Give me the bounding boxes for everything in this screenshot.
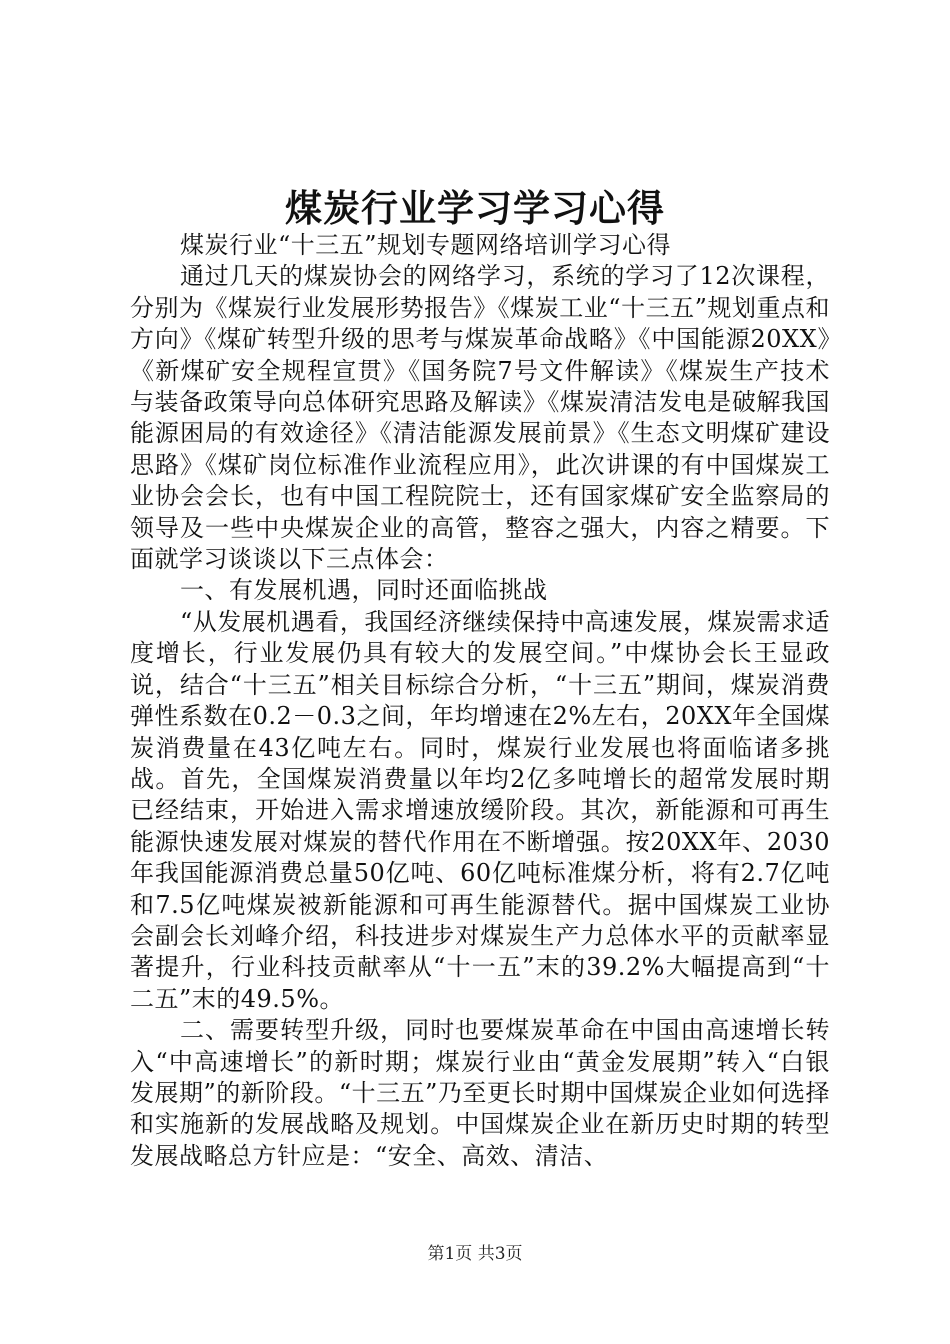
section-heading-2: 二、需要转型升级，同时也要煤炭革命在中国由高速增长转入“中高速增长”的新时期；煤炭行业由“黄金发展期”转入“白银发展期”的新阶段。“十三五”乃至更长时期中国煤炭企业如何选择和实施新的发展战略及规划。中国煤炭企业在新历史时期的转型发展战略总方针应是：“安全、高效、清洁、 <box>130 1016 830 1170</box>
document-title: 煤炭行业学习学习心得 <box>285 186 665 230</box>
page-footer: 第1页 共3页 <box>427 1244 523 1264</box>
subtitle-paragraph: 煤炭行业“十三五”规划专题网络培训学习心得 <box>180 231 672 259</box>
section-heading-1: 一、有发展机遇，同时还面临挑战 <box>180 576 548 605</box>
section-1-paragraph: “从发展机遇看，我国经济继续保持中高速发展，煤炭需求适度增长，行业发展仍具有较大的发展空间。”中煤协会长王显政说，结合“十三五”相关目标综合分析，“十三五”期间，煤炭消费弹性系数在0.2－0.3之间，年均增速在2%左右，20XX年全国煤炭消费量在43亿吨左右。同时，煤炭行业发展也将面临诸多挑战。首先，全国煤炭消费量以年均2亿多吨增长的超常发展时期已经结束，开始进入需求增速放缓阶段。其次，新能源和可再生能源快速发展对煤炭的替代作用在不断增强。按20XX年、2030年我国能源消费总量50亿吨、60亿吨标准煤分析，将有2.7亿吨和7.5亿吨煤炭被新能源和可再生能源替代。据中国煤炭工业协会副会长刘峰介绍，科技进步对煤炭生产力总体水平的贡献率显著提升，行业科技贡献率从“十一五”末的39.2%大幅提高到“十二五”末的49.5%。 <box>130 607 830 1013</box>
document-body <box>130 230 830 1172</box>
intro-paragraph: 通过几天的煤炭协会的网络学习，系统的学习了12次课程，分别为《煤炭行业发展形势报告》《煤炭工业“十三五”规划重点和方向》《煤矿转型升级的思考与煤炭革命战略》《中国能源20XX》《新煤矿安全规程宣贯》《国务院7号文件解读》《煤炭生产技术与装备政策导向总体研究思路及解读》《煤炭清洁发电是破解我国能源困局的有效途径》《清洁能源发展前景》《生态文明煤矿建设思路》《煤矿岗位标准作业流程应用》，此次讲课的有中国煤炭工业协会会长，也有中国工程院院士，还有国家煤矿安全监察局的领导及一些中央煤炭企业的高管，整容之强大，内容之精要。下面就学习谈谈以下三点体会： <box>130 262 830 574</box>
